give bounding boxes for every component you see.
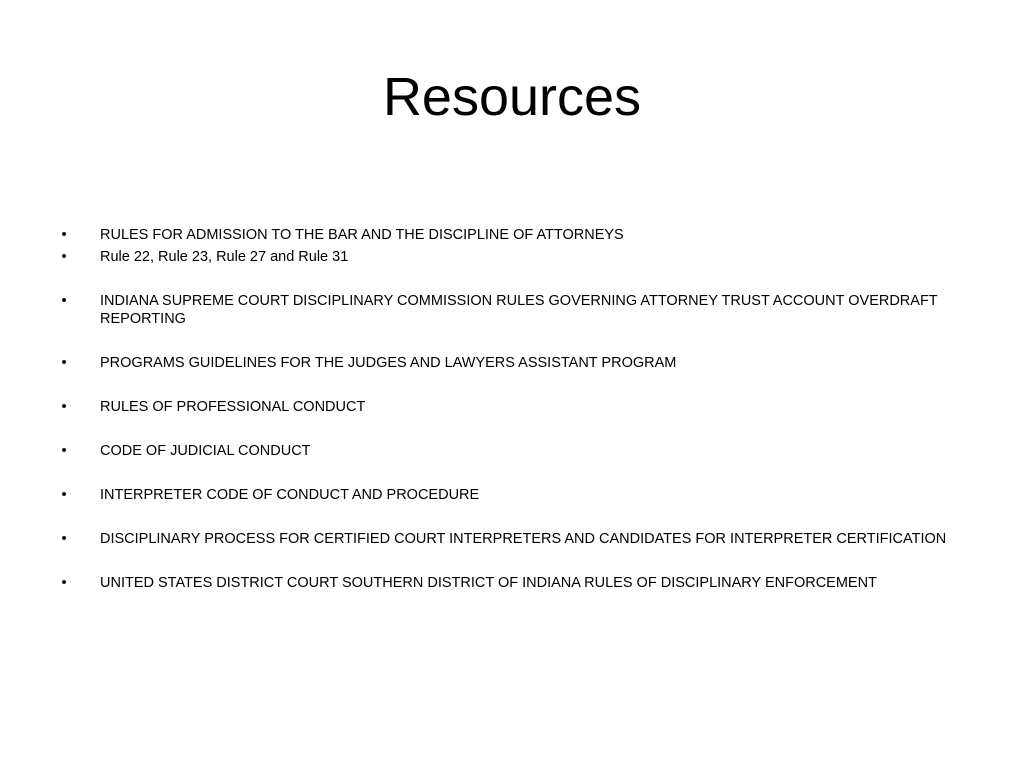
bullet-icon: • [61,531,67,547]
list-item-text: DISCIPLINARY PROCESS FOR CERTIFIED COURT INTERPRETERS AND CANDIDATES FOR INTERPRETER CERTIFICATION [100,531,947,547]
list-item-text: PROGRAMS GUIDELINES FOR THE JUDGES AND LAWYERS ASSISTANT PROGRAM [100,355,677,371]
list-item-text: RULES FOR ADMISSION TO THE BAR AND THE DISCIPLINE OF ATTORNEYS [100,227,624,243]
list-item-text: INTERPRETER CODE OF CONDUCT AND PROCEDURE [100,487,480,503]
list-item [58,530,978,548]
list-item-text: Rule 22, Rule 23, Rule 27 and Rule 31 [100,249,349,265]
bullet-icon: • [61,399,67,415]
list-item [58,398,978,416]
bullet-icon: • [61,227,67,243]
list-item [58,486,978,504]
bullet-icon: • [61,443,67,459]
list-item-text: UNITED STATES DISTRICT COURT SOUTHERN DISTRICT OF INDIANA RULES OF DISCIPLINARY ENFORCEMENT [100,575,877,591]
list-item [58,248,978,266]
list-item [58,574,978,592]
list-item [58,354,978,372]
list-item [58,292,978,328]
resource-list [58,226,978,592]
bullet-icon: • [61,575,67,591]
list-item-text: CODE OF JUDICIAL CONDUCT [100,443,311,459]
bullet-icon: • [61,249,67,265]
list-item-text: RULES OF PROFESSIONAL CONDUCT [100,399,366,415]
bullet-icon: • [61,355,67,371]
bullet-icon: • [61,293,67,309]
bullet-icon: • [61,487,67,503]
list-item [58,442,978,460]
slide-title: Resources [382,67,642,127]
list-item [58,226,978,244]
list-item-text: INDIANA SUPREME COURT DISCIPLINARY COMMISSION RULES GOVERNING ATTORNEY TRUST ACCOUNT OVERDRAFT REPORTING [100,293,938,327]
